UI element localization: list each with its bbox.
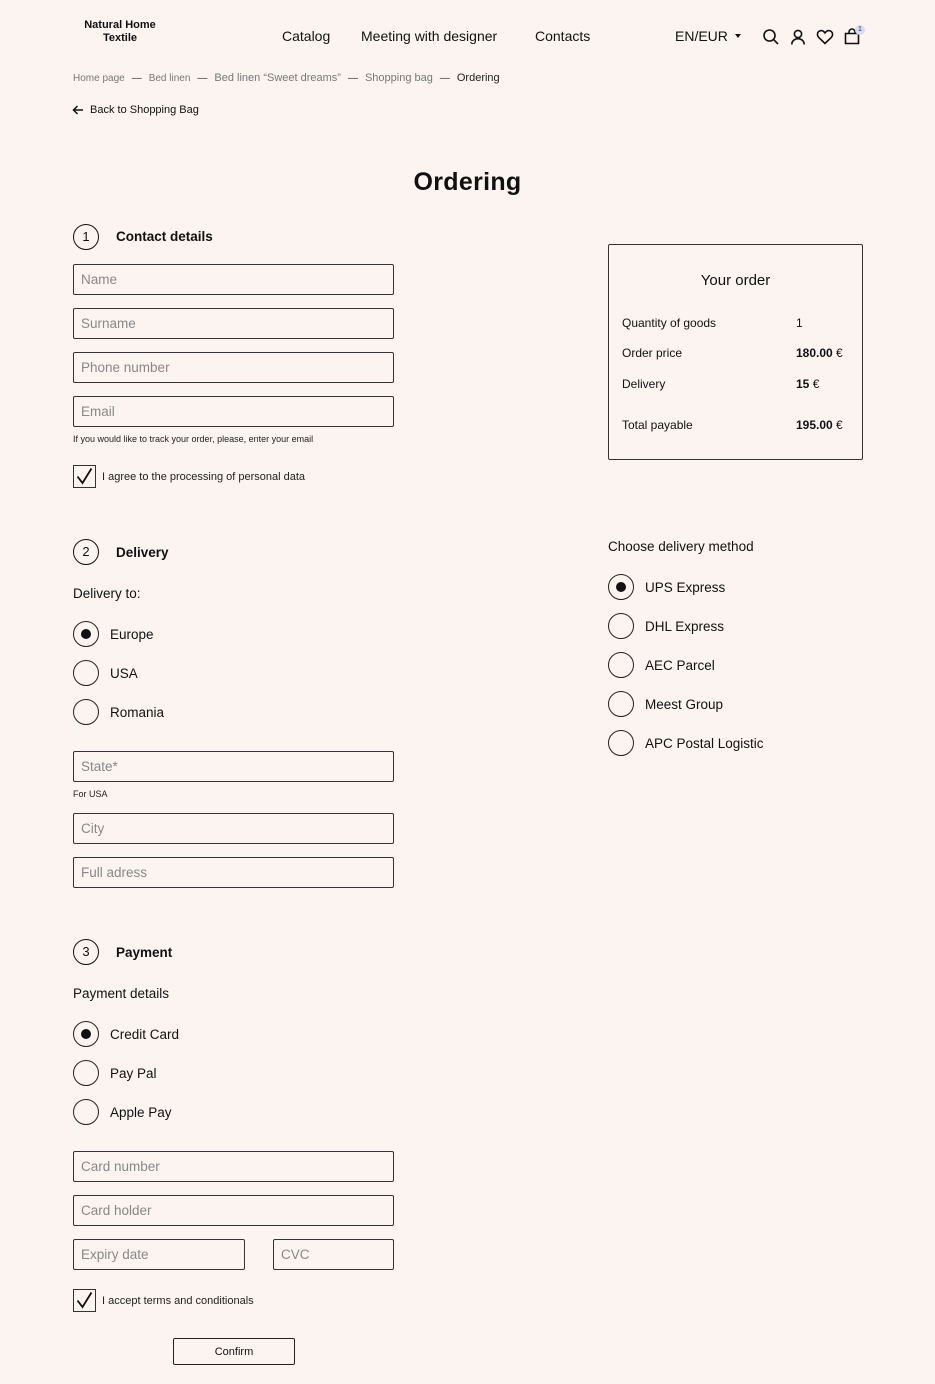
radio-label: DHL Express	[645, 618, 725, 634]
radio-unselected-icon	[73, 699, 99, 725]
summary-quantity-value: 1	[796, 316, 803, 330]
nav-catalog[interactable]: Catalog	[282, 28, 331, 44]
payment-details-label: Payment details	[73, 986, 170, 1001]
cart-count-badge: 1	[855, 25, 865, 35]
expiry-date-input[interactable]	[73, 1239, 245, 1270]
agree-label: I agree to the processing of personal data	[102, 471, 306, 483]
payment-method-paypal[interactable]	[73, 1060, 157, 1086]
radio-label: Credit Card	[110, 1026, 180, 1042]
breadcrumb-home[interactable]: Home page	[73, 72, 125, 84]
summary-order-price-value: 180.00 €	[796, 346, 843, 360]
delivery-region-europe[interactable]	[73, 621, 154, 647]
breadcrumb-separator: —	[347, 72, 358, 84]
cvc-input[interactable]	[273, 1239, 394, 1270]
nav-meeting-with-designer[interactable]: Meeting with designer	[361, 28, 498, 44]
radio-label: Romania	[110, 704, 165, 720]
breadcrumb-separator: —	[197, 72, 208, 84]
name-input[interactable]	[73, 264, 394, 295]
summary-order-price-label: Order price	[622, 346, 683, 360]
breadcrumb-separator: —	[131, 72, 142, 84]
payment-title: Payment	[116, 945, 173, 960]
back-to-bag-link[interactable]	[72, 104, 199, 116]
step-number-3: 3	[73, 939, 99, 965]
summary-total-label: Total payable	[622, 418, 693, 432]
step-number-1: 1	[73, 224, 99, 250]
locale-selector[interactable]	[675, 28, 741, 44]
radio-unselected-icon	[608, 652, 634, 678]
terms-label: I accept terms and conditionals	[102, 1295, 254, 1307]
radio-label: Europe	[110, 626, 154, 642]
summary-title: Your order	[700, 272, 771, 289]
radio-unselected-icon	[608, 730, 634, 756]
state-hint: For USA	[73, 789, 108, 799]
radio-label: Pay Pal	[110, 1065, 157, 1081]
delivery-method-apc[interactable]	[608, 730, 764, 756]
surname-input[interactable]	[73, 308, 394, 339]
radio-label: AEC Parcel	[645, 657, 715, 673]
city-input[interactable]	[73, 813, 394, 844]
terms-checkbox[interactable]	[73, 1289, 96, 1312]
payment-method-apple-pay[interactable]	[73, 1099, 172, 1125]
email-input[interactable]	[73, 396, 394, 427]
checkmark-icon	[74, 1290, 95, 1311]
delivery-region-romania[interactable]	[73, 699, 164, 725]
address-input[interactable]	[73, 857, 394, 888]
radio-unselected-icon	[73, 660, 99, 686]
agree-checkbox[interactable]	[73, 465, 96, 488]
arrow-left-icon	[72, 104, 84, 116]
delivery-to-label: Delivery to:	[73, 586, 141, 601]
radio-unselected-icon	[73, 1060, 99, 1086]
radio-label: Meest Group	[645, 696, 724, 712]
radio-label: USA	[110, 665, 138, 681]
breadcrumb-product[interactable]: Bed linen “Sweet dreams”	[214, 72, 341, 84]
radio-label: Apple Pay	[110, 1104, 172, 1120]
breadcrumb-current: Ordering	[456, 72, 500, 84]
payment-method-credit-card[interactable]	[73, 1021, 179, 1047]
email-hint: If you would like to track your order, please, enter your email	[73, 434, 314, 444]
locale-label: EN/EUR	[675, 28, 728, 44]
delivery-method-meest[interactable]	[608, 691, 723, 717]
radio-unselected-icon	[608, 691, 634, 717]
breadcrumb-shopping-bag[interactable]: Shopping bag	[364, 72, 433, 84]
heart-icon[interactable]	[815, 27, 835, 47]
checkmark-icon	[74, 466, 95, 487]
delivery-method-dhl[interactable]	[608, 613, 724, 639]
radio-selected-icon	[73, 1021, 99, 1047]
card-number-input[interactable]	[73, 1151, 394, 1182]
radio-selected-icon	[73, 621, 99, 647]
radio-unselected-icon	[608, 613, 634, 639]
search-icon[interactable]	[761, 27, 781, 47]
state-input[interactable]	[73, 751, 394, 782]
phone-input[interactable]	[73, 352, 394, 383]
radio-unselected-icon	[73, 1099, 99, 1125]
radio-label: UPS Express	[645, 579, 726, 595]
radio-label: APC Postal Logistic	[645, 735, 764, 751]
page-title: Ordering	[413, 168, 522, 196]
confirm-button[interactable]: Confirm	[173, 1338, 295, 1365]
delivery-method-title: Choose delivery method	[608, 539, 754, 554]
delivery-method-ups[interactable]	[608, 574, 725, 600]
nav-contacts[interactable]: Contacts	[535, 28, 591, 44]
card-holder-input[interactable]	[73, 1195, 394, 1226]
summary-delivery-value: 15 €	[796, 377, 820, 391]
order-summary	[608, 244, 863, 460]
breadcrumb-bed-linen[interactable]: Bed linen	[148, 72, 191, 84]
breadcrumb-separator: —	[439, 72, 450, 84]
breadcrumb	[73, 72, 500, 84]
step-number-2: 2	[73, 539, 99, 565]
back-link-label: Back to Shopping Bag	[90, 104, 199, 116]
contact-details-title: Contact details	[116, 229, 213, 244]
radio-selected-icon	[608, 574, 634, 600]
summary-total-value: 195.00 €	[796, 418, 843, 432]
delivery-region-usa[interactable]	[73, 660, 138, 686]
summary-quantity-label: Quantity of goods	[622, 316, 717, 330]
delivery-method-aec[interactable]	[608, 652, 715, 678]
delivery-title: Delivery	[116, 545, 169, 560]
user-icon[interactable]	[788, 27, 808, 47]
shopping-bag-icon[interactable]	[842, 27, 862, 47]
logo[interactable]: Natural Home Textile	[84, 19, 156, 44]
summary-delivery-label: Delivery	[622, 377, 666, 391]
caret-down-icon	[735, 34, 741, 38]
